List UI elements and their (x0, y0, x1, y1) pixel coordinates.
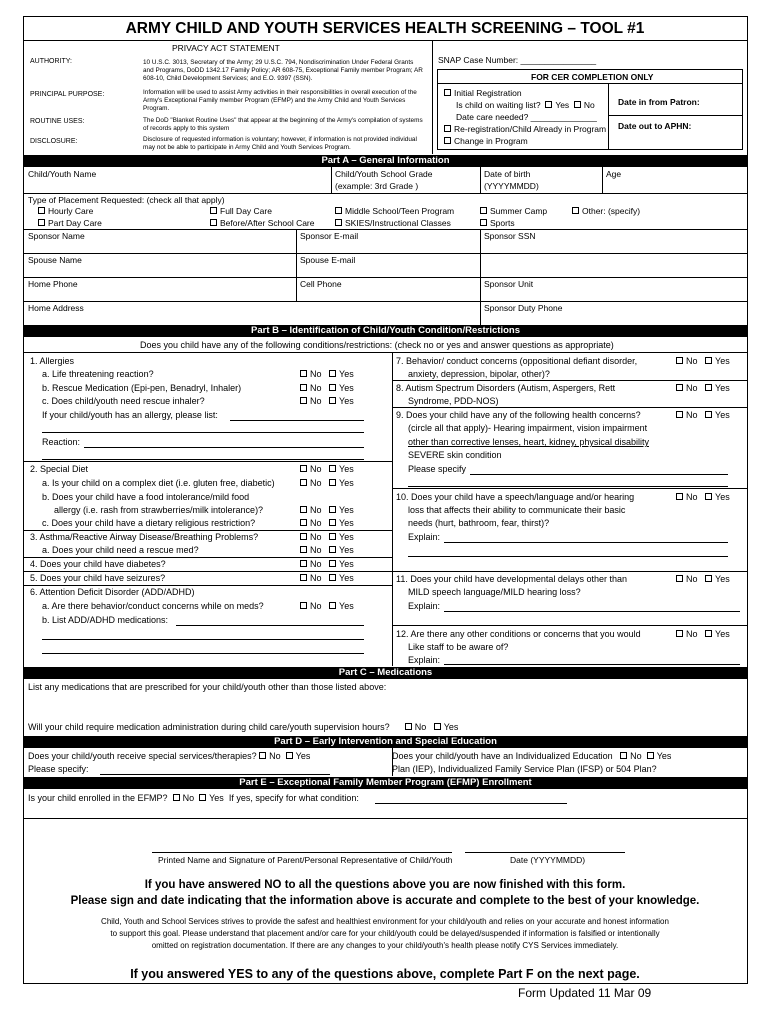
cer-title-rule (437, 83, 743, 84)
q3a-yes-box[interactable] (329, 546, 336, 553)
q1b-yes-box[interactable] (329, 384, 336, 391)
signature-line[interactable] (152, 852, 452, 853)
q1d-line[interactable] (230, 420, 364, 421)
part-b-header: Part B – Identification of Child/Youth Condition/Restrictions (23, 325, 748, 337)
q10-yes-box[interactable] (705, 493, 712, 500)
part-c-header: Part C – Medications (23, 667, 748, 679)
a-col1 (331, 167, 332, 193)
q2c: c. Does your child have a dietary religious restriction? (42, 518, 256, 528)
q9b: (circle all that apply)- Hearing impairment, vision impairment (408, 423, 648, 433)
q11c: Explain: (408, 601, 441, 611)
q2b-no-box[interactable] (300, 506, 307, 513)
routine-label: ROUTINE USES: (30, 118, 85, 125)
q9e-line[interactable] (470, 474, 728, 475)
sponsor-duty-label[interactable]: Sponsor Duty Phone (484, 303, 563, 313)
footer-no-line2: Please sign and date indicating that the information above is accurate and complete to the best of your knowledge. (70, 895, 700, 907)
q6b-line3[interactable] (42, 653, 364, 654)
date-out-label: Date out to APHN: (618, 121, 692, 131)
q10b: loss that affects their ability to communicate their basic (408, 505, 626, 515)
cer-divider (432, 40, 433, 154)
cell-phone-label[interactable]: Cell Phone (300, 279, 342, 289)
e-rule (23, 818, 748, 819)
date-in-label: Date in from Patron: (618, 97, 700, 107)
q11-no-box[interactable] (676, 575, 683, 582)
q2b-yes-box[interactable] (329, 506, 336, 513)
q12-choices[interactable]: No Yes (676, 629, 730, 639)
a-rule5 (23, 301, 748, 302)
q12c-line[interactable] (444, 664, 740, 665)
iep-yes-box[interactable] (647, 752, 654, 759)
a-rule1 (23, 193, 748, 194)
part-day-option[interactable]: Part Day Care (38, 218, 102, 228)
q9c: other than corrective lenses, heart, kidney, physical disability (408, 437, 649, 447)
part-e-header: Part E – Exceptional Family Member Program (EFMP) Enrollment (23, 777, 748, 789)
q9d: SEVERE skin condition (408, 450, 502, 460)
q5-seizures: 5. Does your child have seizures? (30, 573, 166, 583)
home-address-label[interactable]: Home Address (28, 303, 84, 313)
b-rule-left5 (23, 585, 392, 586)
q10c: needs (hurt, bathroom, fear, thirst)? (408, 518, 550, 528)
authority-text: 10 U.S.C. 3013, Secretary of the Army; 29 U.S.C. 794, Nondiscrimination Under Federal Grants and Programs, DoDD 1342.17 Family Policy; AR 608-75, Exceptional Family member Program; AR 608-10, Child Development Services; and E.O. 9397 (SSN). (143, 59, 423, 82)
q7a: 7. Behavior/ conduct concerns (oppositional defiant disorder, (396, 356, 638, 366)
change-checkbox[interactable] (444, 137, 451, 144)
q10-no-box[interactable] (676, 493, 683, 500)
disclosure-label: DISCLOSURE: (30, 138, 78, 145)
q2c-no-box[interactable] (300, 519, 307, 526)
part-d-header: Part D – Early Intervention and Special Education (23, 736, 748, 748)
skies-option[interactable]: SKIES/Instructional Classes (335, 218, 451, 228)
other-checkbox[interactable] (572, 207, 579, 214)
q1c-no-box[interactable] (300, 397, 307, 404)
q2-yes-box[interactable] (329, 465, 336, 472)
q11-yes-box[interactable] (705, 575, 712, 582)
full-day-option[interactable]: Full Day Care (210, 206, 272, 216)
b-rule-right3 (392, 488, 748, 489)
b-rule-left4 (23, 571, 392, 572)
q5-no-box[interactable] (300, 574, 307, 581)
q1c: c. Does child/youth need rescue inhaler? (42, 396, 205, 406)
q11c-line[interactable] (444, 611, 740, 612)
q3a: a. Does your child need a rescue med? (42, 545, 199, 555)
q6a-yes-box[interactable] (329, 602, 336, 609)
part-d-q1: Does your child/youth receive special services/therapies? No Yes (28, 751, 311, 761)
rereg-checkbox[interactable] (444, 125, 451, 132)
sports-checkbox[interactable] (480, 219, 487, 226)
waiting-no-checkbox[interactable] (574, 101, 581, 108)
middle-school-option[interactable]: Middle School/Teen Program (335, 206, 454, 216)
footer-para1: Child, Youth and School Services strives to provide the safest and healthiest environment for your child/youth and relies on your accurate and honest information (101, 917, 669, 926)
q11a: 11. Does your child have developmental delays other than (396, 574, 627, 584)
before-after-option[interactable]: Before/After School Care (210, 218, 315, 228)
q2a-choices[interactable]: No Yes (300, 478, 354, 488)
waiting-list: Is child on waiting list? Yes No (456, 100, 595, 110)
q7-choices[interactable]: No Yes (676, 356, 730, 366)
q9e: Please specify (408, 464, 467, 474)
other-option[interactable]: Other: (specify) (572, 206, 640, 216)
q1b-choices[interactable]: No Yes (300, 383, 354, 393)
q2b2: allergy (i.e. rash from strawberries/milk intolerance)? (54, 505, 264, 515)
middle-checkbox[interactable] (335, 207, 342, 214)
q9e-line2[interactable] (408, 486, 728, 487)
q9-choices[interactable]: No Yes (676, 410, 730, 420)
cer-title: FOR CER COMPLETION ONLY (531, 72, 654, 82)
q4-no-box[interactable] (300, 560, 307, 567)
q2a: a. Is your child on a complex diet (i.e. gluten free, diabetic) (42, 478, 275, 488)
initial-registration: Initial Registration (444, 88, 522, 98)
full-day-checkbox[interactable] (210, 207, 217, 214)
q7-yes-box[interactable] (705, 357, 712, 364)
q2b-choices[interactable]: No Yes (300, 505, 354, 515)
q8a: 8. Autism Spectrum Disorders (Autism, Aspergers, Rett (396, 383, 616, 393)
q3-yes-box[interactable] (329, 533, 336, 540)
q1c-yes-box[interactable] (329, 397, 336, 404)
routine-text: The DoD "Blanket Routine Uses" that appear at the beginning of the Army's compilation of systems of records apply to this system (143, 117, 423, 132)
a-col4 (296, 229, 297, 301)
q5-yes-box[interactable] (329, 574, 336, 581)
cer-col-divider (608, 83, 609, 150)
summer-checkbox[interactable] (480, 207, 487, 214)
purpose-text: Information will be used to assist Army activities in their responsibilities in overall execution of the Army's Exceptional Family member Program (EFMP) and the Army Child and Youth Services Program. (143, 89, 417, 112)
footer-no-line1: If you have answered NO to all the questions above you are now finished with this form. (144, 879, 626, 891)
q2-choices[interactable]: No Yes (300, 464, 354, 474)
before-after-checkbox[interactable] (210, 219, 217, 226)
signature-label: Printed Name and Signature of Parent/Personal Representative of Child/Youth (158, 855, 453, 865)
q10d: Explain: (408, 532, 441, 542)
q7-no-box[interactable] (676, 357, 683, 364)
sponsor-ssn-label[interactable]: Sponsor SSN (484, 231, 536, 241)
q12a: 12. Are there any other conditions or concerns that you would (396, 629, 641, 639)
sponsor-unit-label[interactable]: Sponsor Unit (484, 279, 534, 289)
services-no-box[interactable] (259, 752, 266, 759)
q8-no-box[interactable] (676, 384, 683, 391)
q7b: anxiety, depression, bipolar, other)? (408, 369, 550, 379)
q1e-line[interactable] (84, 447, 364, 448)
q2a-no-box[interactable] (300, 479, 307, 486)
q8b: Syndrome, PDD-NOS) (408, 396, 499, 406)
waiting-yes-checkbox[interactable] (545, 101, 552, 108)
b-rule-right5 (392, 625, 748, 626)
child-name-label[interactable]: Child/Youth Name (28, 169, 97, 179)
a-col3 (602, 167, 603, 193)
q10-choices[interactable]: No Yes (676, 492, 730, 502)
form-updated: Form Updated 11 Mar 09 (518, 986, 652, 1000)
q1a-choices[interactable]: No Yes (300, 369, 354, 379)
q2b1: b. Does your child have a food intolerance/mild food (42, 492, 250, 502)
change-program: Change in Program (444, 136, 528, 146)
spouse-email-label[interactable]: Spouse E-mail (300, 255, 356, 265)
b-col-divider (392, 352, 393, 666)
purpose-label: PRINCIPAL PURPOSE: (30, 91, 105, 98)
q6b: b. List ADD/ADHD medications: (42, 615, 169, 625)
q1b-no-box[interactable] (300, 384, 307, 391)
b-rule-right2 (392, 407, 748, 408)
q1c-choices[interactable]: No Yes (300, 396, 354, 406)
title-rule (23, 40, 748, 41)
a-rule2 (23, 229, 748, 230)
q12-no-box[interactable] (676, 630, 683, 637)
disclosure-text: Disclosure of requested information is voluntary; however, if information is not provided individual may not be able to participate in Army Child and Youth Services Program. (143, 136, 417, 151)
q12-yes-box[interactable] (705, 630, 712, 637)
grade-example: (example: 3rd Grade ) (335, 181, 419, 191)
q10d-line2[interactable] (408, 556, 728, 557)
date-care-needed: Date care needed? ______________ (456, 112, 597, 122)
q8-choices[interactable]: No Yes (676, 383, 730, 393)
sports-option[interactable]: Sports (480, 218, 515, 228)
q8-yes-box[interactable] (705, 384, 712, 391)
re-registration: Re-registration/Child Already in Program (444, 124, 606, 134)
part-d-q2b: Plan (IEP), Individualized Family Service Plan (IFSP) or 504 Plan? (392, 764, 657, 774)
q9a: 9. Does your child have any of the following health concerns? (396, 410, 641, 420)
q11b: MILD speech language/MILD hearing loss? (408, 587, 581, 597)
q3a-choices[interactable]: No Yes (300, 545, 354, 555)
privacy-title: PRIVACY ACT STATEMENT (172, 43, 280, 53)
efmp-no-box[interactable] (173, 794, 180, 801)
q2a-yes-box[interactable] (329, 479, 336, 486)
hourly-option[interactable]: Hourly Care (38, 206, 93, 216)
cer-date-rule (608, 115, 743, 116)
q6a-no-box[interactable] (300, 602, 307, 609)
initial-checkbox[interactable] (444, 89, 451, 96)
spouse-name-label[interactable]: Spouse Name (28, 255, 82, 265)
b-rule1 (23, 352, 748, 353)
b-rule-right4 (392, 571, 748, 572)
skies-checkbox[interactable] (335, 219, 342, 226)
q3-choices[interactable]: No Yes (300, 532, 354, 542)
efmp-condition-line[interactable] (375, 803, 567, 804)
q3-no-box[interactable] (300, 533, 307, 540)
b-rule-left2 (23, 530, 392, 531)
q6a: a. Are there behavior/conduct concerns while on meds? (42, 601, 264, 611)
q2-no-box[interactable] (300, 465, 307, 472)
summer-option[interactable]: Summer Camp (480, 206, 547, 216)
q1a: a. Life threatening reaction? (42, 369, 154, 379)
med-no-box[interactable] (405, 723, 412, 730)
q5-choices[interactable]: No Yes (300, 573, 354, 583)
q6b-line[interactable] (176, 625, 364, 626)
q1d: If your child/youth has an allergy, please list: (42, 410, 218, 420)
q4-choices[interactable]: No Yes (300, 559, 354, 569)
b-rule-right1 (392, 380, 748, 381)
q1-allergies: 1. Allergies (30, 356, 75, 366)
q2c-yes-box[interactable] (329, 519, 336, 526)
q12c: Explain: (408, 655, 441, 665)
a-rule3 (23, 253, 748, 254)
a-rule4 (23, 277, 748, 278)
part-day-checkbox[interactable] (38, 219, 45, 226)
q3a-no-box[interactable] (300, 546, 307, 553)
snap-case: SNAP Case Number: ________________ (438, 55, 597, 65)
authority-label: AUTHORITY: (30, 58, 73, 65)
q12b: Like staff to be aware of? (408, 642, 509, 652)
q2-diet: 2. Special Diet (30, 464, 89, 474)
q6-add: 6. Attention Deficit Disorder (ADD/ADHD) (30, 587, 195, 597)
q3-asthma: 3. Asthma/Reactive Airway Disease/Breathing Problems? (30, 532, 259, 542)
q9-yes-box[interactable] (705, 411, 712, 418)
footer-para2: to support this goal. Please understand that placement and/or care for your child/youth could be delayed/suspended if information is falsified or intentionally (110, 929, 660, 938)
sponsor-name-label[interactable]: Sponsor Name (28, 231, 85, 241)
grade-label[interactable]: Child/Youth School Grade (335, 169, 433, 179)
date-line[interactable] (465, 852, 625, 853)
services-yes-box[interactable] (286, 752, 293, 759)
iep-no-box[interactable] (620, 752, 627, 759)
q11-choices[interactable]: No Yes (676, 574, 730, 584)
form-title: ARMY CHILD AND YOUTH SERVICES HEALTH SCREENING – TOOL #1 (125, 20, 645, 37)
q10a: 10. Does your child have a speech/language and/or hearing (396, 492, 635, 502)
q10d-line[interactable] (444, 542, 728, 543)
sponsor-email-label[interactable]: Sponsor E-mail (300, 231, 359, 241)
age-label[interactable]: Age (606, 169, 622, 179)
a-col2 (480, 167, 481, 193)
part-b-question: Does you child have any of the following conditions/restrictions: (check no or yes and answer questions as appropriate) (140, 340, 614, 350)
footer-yes-line: If you answered YES to any of the questions above, complete Part F on the next page. (130, 967, 640, 981)
part-d-q2: Does your child/youth have an Individualized Education No Yes (392, 751, 672, 761)
q1b: b. Rescue Medication (Epi-pen, Benadryl, Inhaler) (42, 383, 242, 393)
q1e: Reaction: (42, 437, 81, 447)
dob-format: (YYYYMMDD) (484, 181, 539, 191)
q1a-yes-box[interactable] (329, 370, 336, 377)
home-phone-label[interactable]: Home Phone (28, 279, 78, 289)
part-d-specify-line[interactable] (100, 774, 330, 775)
part-c-q1: List any medications that are prescribed for your child/youth other than those listed above: (28, 682, 387, 692)
q9-no-box[interactable] (676, 411, 683, 418)
placement-label: Type of Placement Requested: (check all that apply) (28, 195, 225, 205)
date-label: Date (YYYYMMDD) (510, 855, 586, 865)
part-d-q1b: Please specify: (28, 764, 89, 774)
b-rule-left1 (23, 461, 392, 462)
q4-yes-box[interactable] (329, 560, 336, 567)
hourly-checkbox[interactable] (38, 207, 45, 214)
q2c-choices[interactable]: No Yes (300, 518, 354, 528)
q1e-line2[interactable] (42, 459, 364, 460)
efmp-yes-box[interactable] (199, 794, 206, 801)
q6b-line2[interactable] (42, 639, 364, 640)
footer-para3: omitted on registration documentation. If there are any changes to your child/youth's health please notify CYS Services immediately. (151, 941, 619, 950)
part-c-q2: Will your child require medication administration during child care/youth supervision hours? No Yes (28, 722, 459, 732)
med-yes-box[interactable] (434, 723, 441, 730)
b-rule-left3 (23, 557, 392, 558)
q1a-no-box[interactable] (300, 370, 307, 377)
q4-diabetes: 4. Does your child have diabetes? (30, 559, 166, 569)
q1d-line2[interactable] (42, 432, 364, 433)
dob-label[interactable]: Date of birth (484, 169, 531, 179)
part-e-q1: Is your child enrolled in the EFMP? No Yes If yes, specify for what condition: (28, 793, 359, 803)
q6a-choices[interactable]: No Yes (300, 601, 354, 611)
part-a-header: Part A – General Information (23, 155, 748, 167)
